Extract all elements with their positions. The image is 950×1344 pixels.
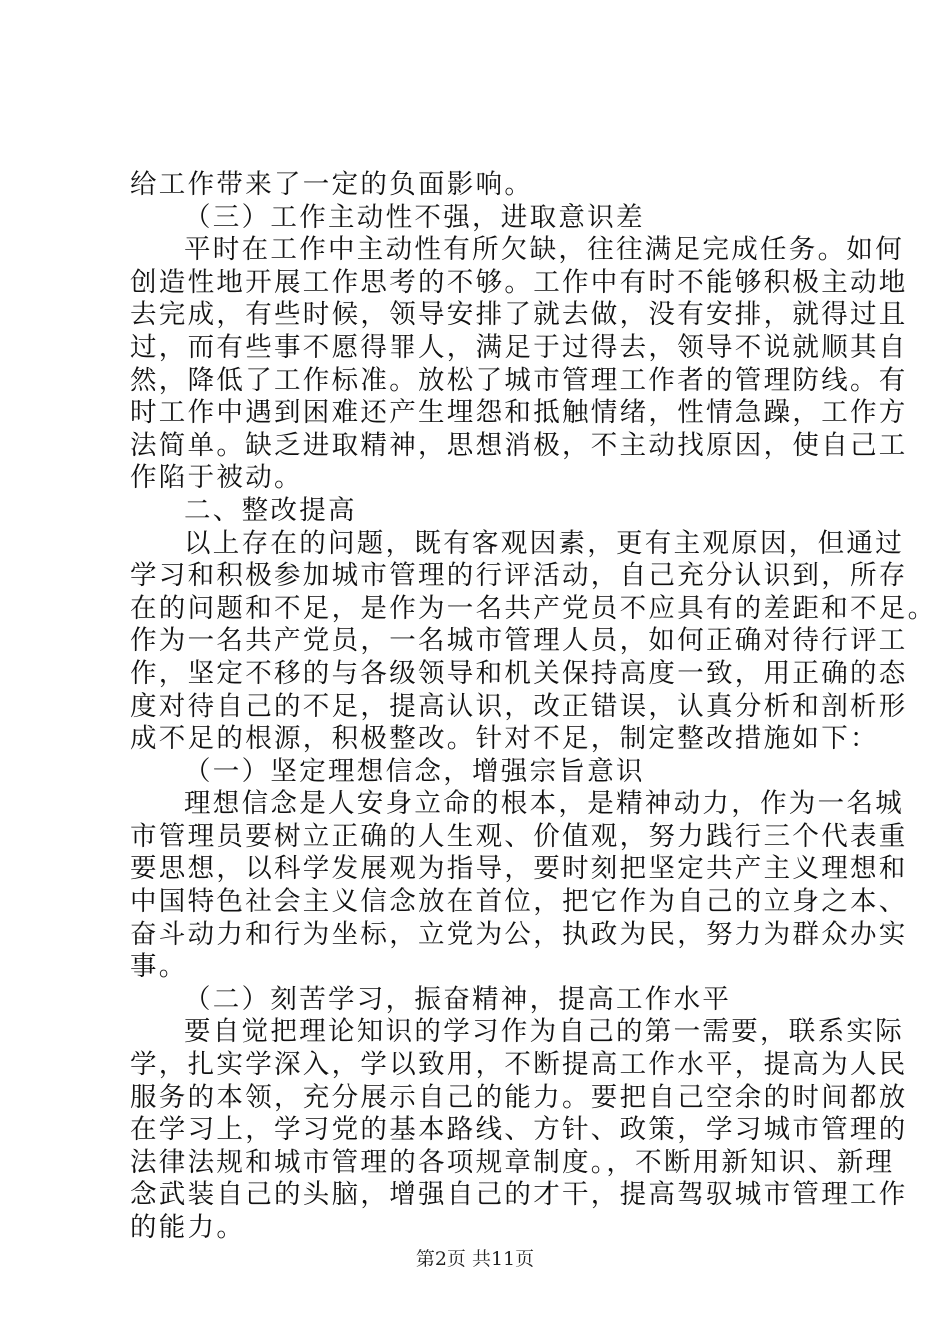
section-heading: （二）刻苦学习，振奋精神，提高工作水平 (184, 983, 732, 1015)
text-line: 平时在工作中主动性有所欠缺，往往满足完成任务。如何 (184, 234, 904, 266)
text-line: 时工作中遇到困难还产生埋怨和抵触情绪，性情急躁，工作方 (130, 397, 908, 429)
text-line: 作陷于被动。 (130, 462, 303, 494)
text-line: 奋斗动力和行为坐标，立党为公，执政为民，努力为群众办实 (130, 918, 908, 950)
text-line: 事。 (130, 951, 188, 983)
text-line: 中国特色社会主义信念放在首位，把它作为自己的立身之本、 (130, 886, 908, 918)
text-line: 度对待自己的不足，提高认识，改正错误，认真分析和剖析形 (130, 690, 908, 722)
text-line: 市管理员要树立正确的人生观、价值观，努力践行三个代表重 (130, 820, 908, 852)
text-line: 学，扎实学深入，学以致用，不断提高工作水平，提高为人民 (130, 1049, 908, 1081)
text-line: 然，降低了工作标准。放松了城市管理工作者的管理防线。有 (130, 364, 908, 396)
text-line: 在学习上，学习党的基本路线、方针、政策，学习城市管理的 (130, 1114, 908, 1146)
section-heading: 二、整改提高 (184, 494, 357, 526)
section-heading: （三）工作主动性不强，进取意识差 (184, 201, 645, 233)
text-line: 以上存在的问题，既有客观因素，更有主观原因，但通过 (184, 527, 904, 559)
text-line: 作为一名共产党员，一名城市管理人员，如何正确对待行评工 (130, 625, 908, 657)
text-line: 的能力。 (130, 1212, 246, 1243)
text-line: 要思想，以科学发展观为指导，要时刻把坚定共产主义理想和 (130, 853, 908, 885)
text-line: 过，而有些事不愿得罪人，满足于过得去，领导不说就顺其自 (130, 331, 908, 363)
text-line: 给工作带来了一定的负面影响。 (130, 169, 534, 200)
document-body (130, 169, 937, 1245)
text-line: 念武装自己的头脑，增强自己的才干，提高驾驭城市管理工作 (130, 1179, 908, 1211)
section-heading: （一）坚定理想信念，增强宗旨意识 (184, 755, 645, 787)
text-line: 成不足的根源，积极整改。针对不足，制定整改措施如下： (130, 723, 879, 755)
page-number-footer: 第2页 共11页 (415, 1248, 535, 1270)
text-line: 创造性地开展工作思考的不够。工作中有时不能够积极主动地 (130, 266, 908, 298)
text-line: 作，坚定不移的与各级领导和机关保持高度一致，用正确的态 (130, 657, 908, 689)
text-line: 学习和积极参加城市管理的行评活动，自己充分认识到，所存 (130, 560, 908, 592)
text-line: 法律法规和城市管理的各项规章制度。，不断用新知识、新理 (130, 1146, 895, 1178)
text-line: 要自觉把理论知识的学习作为自己的第一需要，联系实际 (184, 1016, 904, 1048)
text-line: 在的问题和不足，是作为一名共产党员不应具有的差距和不足。 (130, 592, 937, 624)
text-line: 理想信念是人安身立命的根本，是精神动力，作为一名城 (184, 788, 904, 820)
text-line: 服务的本领，充分展示自己的能力。要把自己空余的时间都放 (130, 1081, 908, 1113)
text-line: 去完成，有些时候，领导安排了就去做，没有安排，就得过且 (130, 299, 908, 331)
text-line: 法简单。缺乏进取精神，思想消极，不主动找原因，使自己工 (130, 429, 908, 461)
